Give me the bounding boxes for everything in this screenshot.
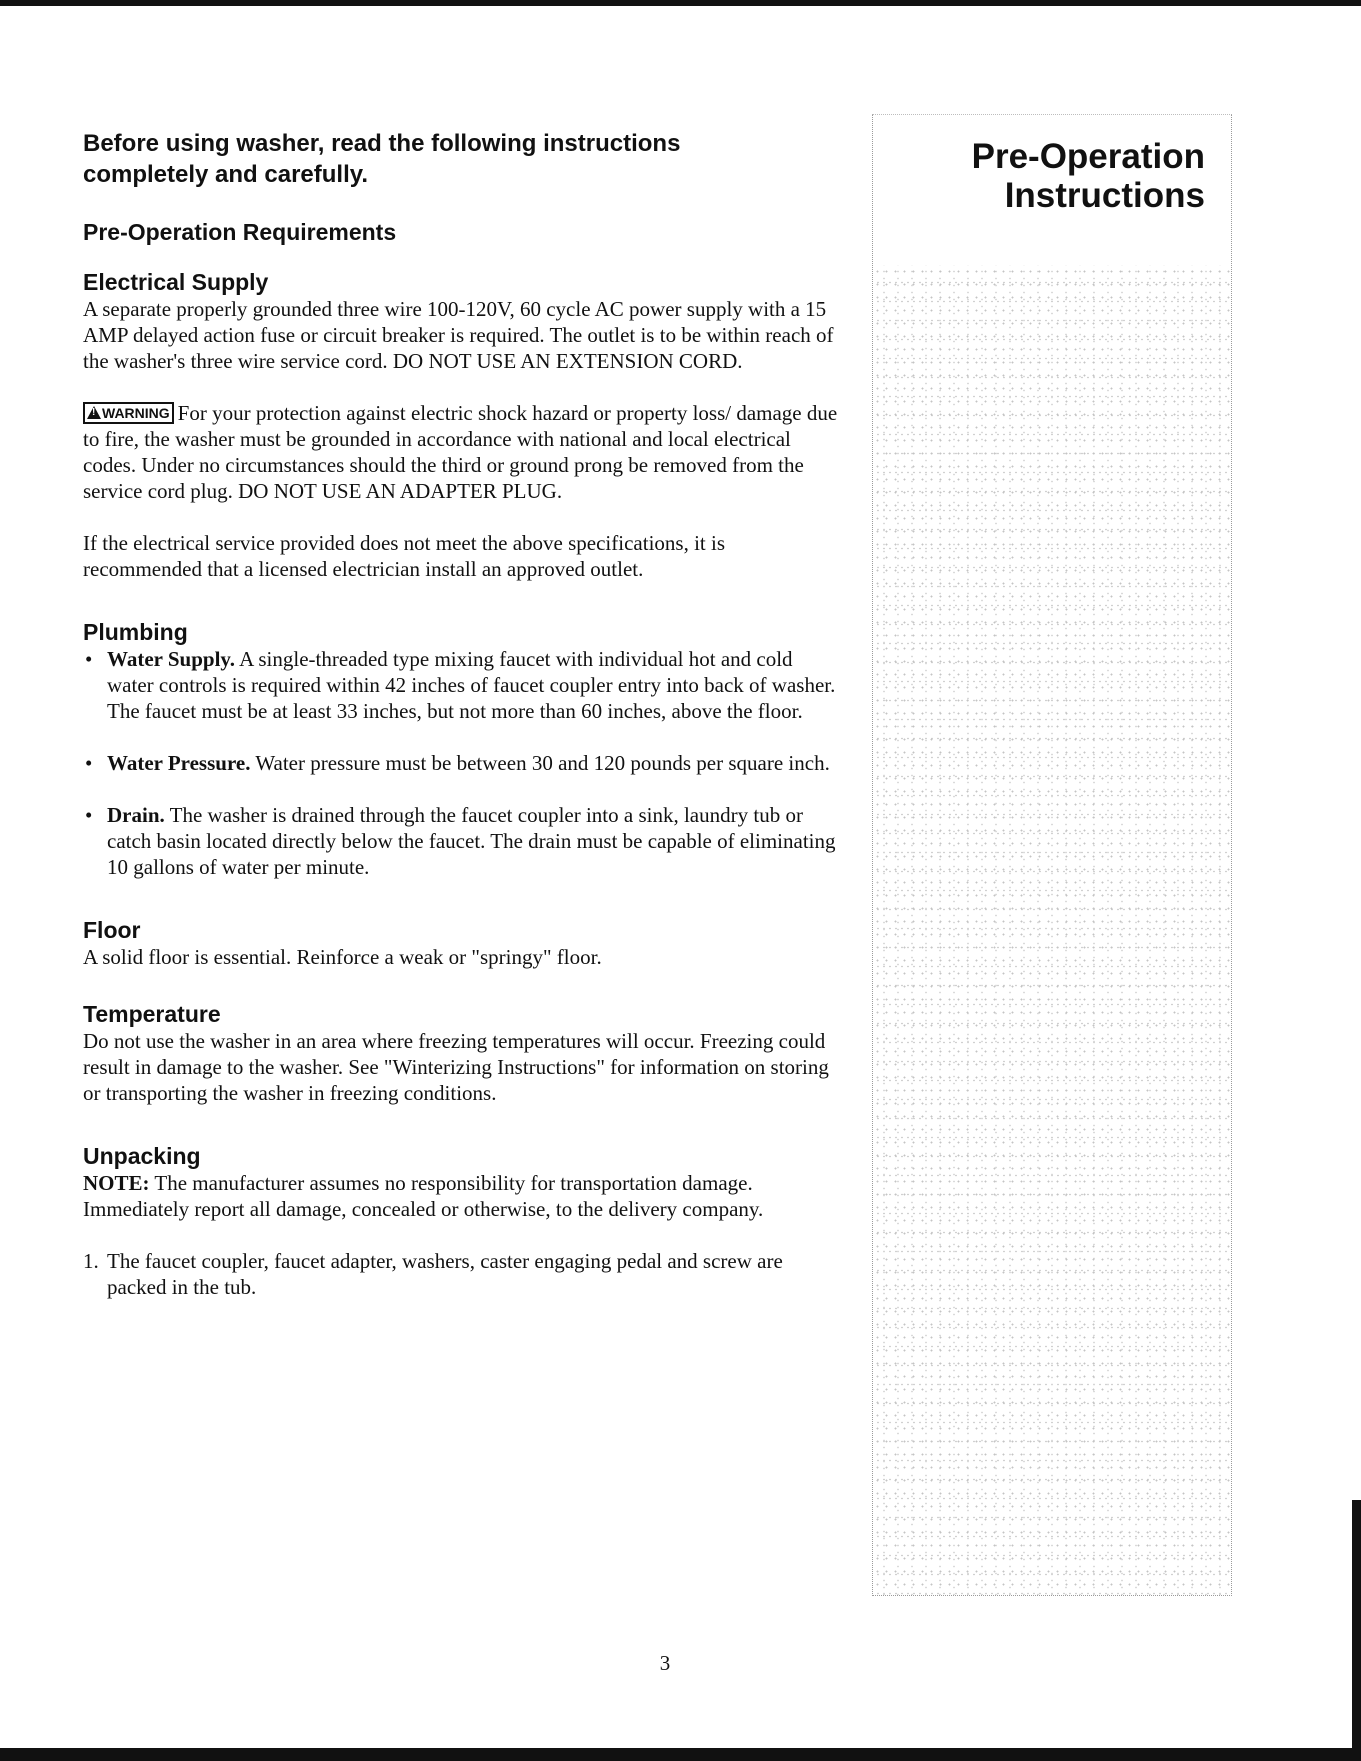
floor-section (83, 916, 843, 970)
plumbing-section (83, 618, 843, 880)
electrical-warning (83, 400, 843, 504)
warning-triangle-icon (87, 406, 101, 419)
intro-heading: Before using washer, read the following instructions completely and carefully. (83, 130, 681, 188)
floor-body: A solid floor is essential. Reinforce a weak or "springy" floor. (83, 945, 602, 969)
unpacking-step (83, 1248, 843, 1300)
requirements-heading: Pre-Operation Requirements (83, 219, 397, 245)
electrical-note: If the electrical service provided does not meet the above specifications, it is recommended that a licensed electrician install an approved outlet. (83, 531, 726, 581)
temperature-heading: Temperature (83, 1001, 221, 1027)
electrical-body: A separate properly grounded three wire 100-120V, 60 cycle AC power supply with a 15 AMP delayed action fuse or circuit breaker is required. The outlet is to be within reach of the washer's three wire service cord. DO NOT USE AN EXTENSION CORD. (83, 297, 834, 373)
step-text: The faucet coupler, faucet adapter, washers, caster engaging pedal and screw are packed in the tub. (107, 1249, 783, 1299)
sidebar-panel (872, 114, 1232, 1596)
electrical-heading: Electrical Supply (83, 269, 269, 295)
right-edge-rule (1352, 1500, 1361, 1761)
sidebar-title (972, 137, 1205, 215)
plumbing-item (83, 646, 843, 724)
plumbing-item-text: The washer is drained through the faucet coupler into a sink, laundry tub or catch basin located directly below the faucet. The drain must be capable of eliminating 10 gallons of water per minute. (107, 803, 836, 879)
sidebar-texture (873, 265, 1231, 1595)
plumbing-item-lead: Drain. (107, 803, 165, 827)
plumbing-item (83, 750, 843, 776)
plumbing-heading: Plumbing (83, 619, 188, 645)
floor-heading: Floor (83, 917, 141, 943)
unpacking-note-label: NOTE: (83, 1171, 150, 1195)
bullet-icon: • (85, 751, 93, 775)
main-column (83, 128, 843, 1300)
sidebar-title-line: Instructions (1004, 176, 1205, 215)
electrical-section (83, 268, 843, 582)
unpacking-note (83, 1170, 843, 1222)
unpacking-heading: Unpacking (83, 1143, 201, 1169)
plumbing-item (83, 802, 843, 880)
page-number: 3 (659, 1651, 671, 1675)
top-rule (0, 0, 1361, 6)
warning-badge (83, 402, 174, 424)
bullet-icon: • (85, 803, 93, 827)
temperature-section (83, 1000, 843, 1106)
warning-text: For your protection against electric shock hazard or property loss/ damage due to fire, the washer must be grounded in accordance with national and local electrical codes. Under no circumstances should the third or ground prong be removed from the service cord plug. DO NOT USE AN ADAPTER PLUG. (83, 401, 838, 503)
bottom-rule (0, 1748, 1361, 1761)
warning-label: WARNING (102, 405, 170, 421)
sidebar-title-line: Pre-Operation (971, 137, 1205, 176)
temperature-body: Do not use the washer in an area where freezing temperatures will occur. Freezing could result in damage to the washer. See "Winterizing Instructions" for information on storing or transporting the washer in freezing conditions. (83, 1029, 829, 1105)
plumbing-item-lead: Water Pressure. (107, 751, 251, 775)
plumbing-list (83, 646, 843, 880)
plumbing-item-text: Water pressure must be between 30 and 120 pounds per square inch. (255, 751, 830, 775)
bullet-icon: • (85, 647, 93, 671)
unpacking-note-text: The manufacturer assumes no responsibility for transportation damage. Immediately report all damage, concealed or otherwise, to the delivery company. (83, 1171, 764, 1221)
plumbing-item-lead: Water Supply. (107, 647, 235, 671)
unpacking-section (83, 1142, 843, 1300)
plumbing-item-text: A single-threaded type mixing faucet with individual hot and cold water controls is required within 42 inches of faucet coupler entry into back of washer. The faucet must be at least 33 inches, but not more than 60 inches, above the floor. (107, 647, 836, 723)
step-number: 1. (83, 1249, 99, 1273)
